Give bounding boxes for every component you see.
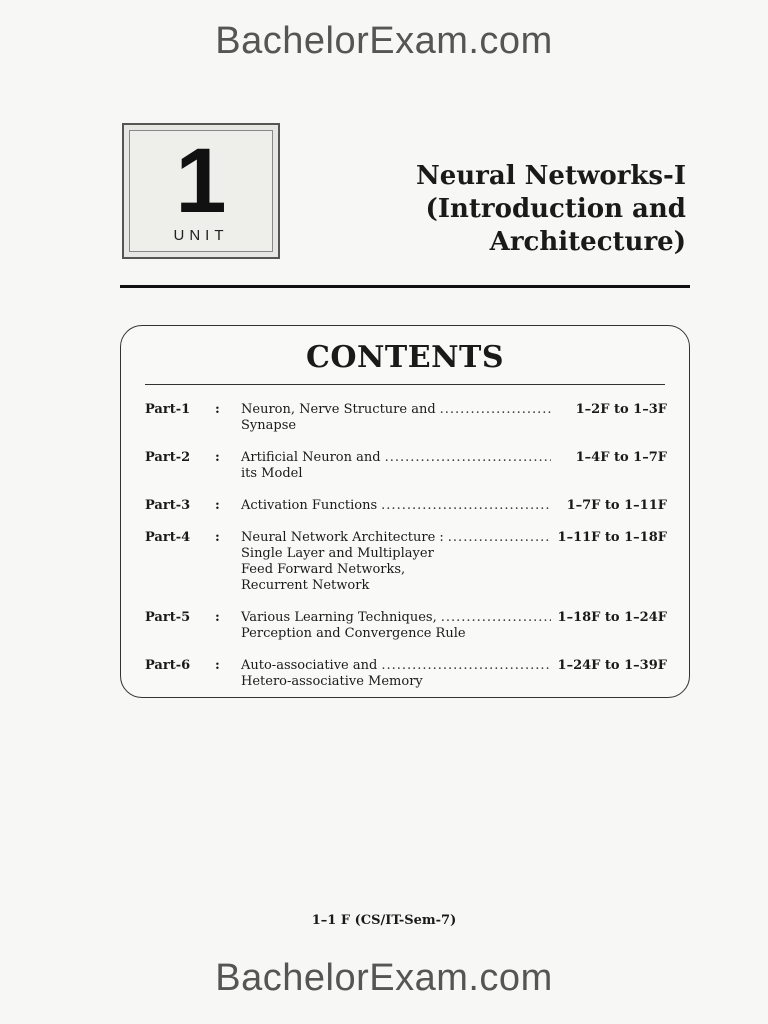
- toc-leader: [381, 498, 551, 514]
- chapter-title-line-3: Architecture): [489, 227, 686, 257]
- toc-title-continued: Recurrent Network: [241, 578, 370, 593]
- page-reference: 1–1 F (CS/IT-Sem-7): [311, 913, 457, 928]
- watermark-top: BachelorExam.com: [215, 20, 553, 62]
- watermark-bottom: BachelorExam.com: [215, 957, 553, 999]
- toc-description: [241, 610, 551, 642]
- toc-part-label: Part-5: [145, 610, 191, 625]
- contents-box: [120, 325, 690, 698]
- toc-leader: [440, 402, 551, 418]
- title-divider: [120, 285, 690, 288]
- toc-page-range: 1–4F to 1–7F: [575, 450, 667, 465]
- toc-description: [241, 402, 551, 434]
- contents-heading: CONTENTS: [305, 340, 505, 375]
- toc-colon: :: [215, 530, 220, 545]
- toc-page-range: 1–7F to 1–11F: [566, 498, 667, 513]
- toc-description: [241, 530, 551, 594]
- toc-page-range: 1–18F to 1–24F: [557, 610, 667, 625]
- unit-label: UNIT: [173, 227, 229, 244]
- toc-part-label: Part-6: [145, 658, 191, 673]
- toc-title-continued: Single Layer and Multiplayer: [241, 546, 434, 561]
- toc-colon: :: [215, 658, 220, 673]
- toc-page-range: 1–2F to 1–3F: [575, 402, 667, 417]
- toc-description: [241, 498, 551, 514]
- toc-colon: :: [215, 498, 220, 513]
- toc-title-continued: Perception and Convergence Rule: [241, 626, 466, 641]
- toc-title: Neuron, Nerve Structure and: [241, 402, 436, 417]
- toc-title: Artificial Neuron and: [241, 450, 381, 465]
- toc-title-continued: Feed Forward Networks,: [241, 562, 406, 577]
- toc-title: Neural Network Architecture :: [241, 530, 444, 545]
- toc-leader: [441, 610, 551, 626]
- chapter-title-line-1: Neural Networks-I: [415, 161, 686, 191]
- toc-page-range: 1–11F to 1–18F: [557, 530, 667, 545]
- unit-badge-inner: [129, 130, 273, 252]
- toc-colon: :: [215, 450, 220, 465]
- toc-description: [241, 450, 551, 482]
- toc-description: [241, 658, 551, 690]
- toc-part-label: Part-2: [145, 450, 191, 465]
- toc-title-continued: its Model: [241, 466, 303, 481]
- toc-title-continued: Hetero-associative Memory: [241, 674, 423, 689]
- toc-leader: [381, 658, 551, 674]
- toc-part-label: Part-4: [145, 530, 191, 545]
- toc-title-continued: Synapse: [241, 418, 297, 433]
- toc-leader: [448, 530, 551, 546]
- toc-colon: :: [215, 610, 220, 625]
- toc-leader: [385, 450, 551, 466]
- toc-colon: :: [215, 402, 220, 417]
- toc-title: Activation Functions: [241, 498, 378, 513]
- unit-badge: [122, 123, 280, 259]
- toc-page-range: 1–24F to 1–39F: [557, 658, 667, 673]
- toc-part-label: Part-1: [145, 402, 191, 417]
- chapter-title-line-2: (Introduction and: [425, 194, 686, 224]
- chapter-title: [416, 160, 686, 259]
- contents-divider: [145, 384, 665, 385]
- toc-title: Various Learning Techniques,: [241, 610, 437, 625]
- toc-title: Auto-associative and: [241, 658, 378, 673]
- unit-number: 1: [175, 130, 227, 232]
- toc-part-label: Part-3: [145, 498, 191, 513]
